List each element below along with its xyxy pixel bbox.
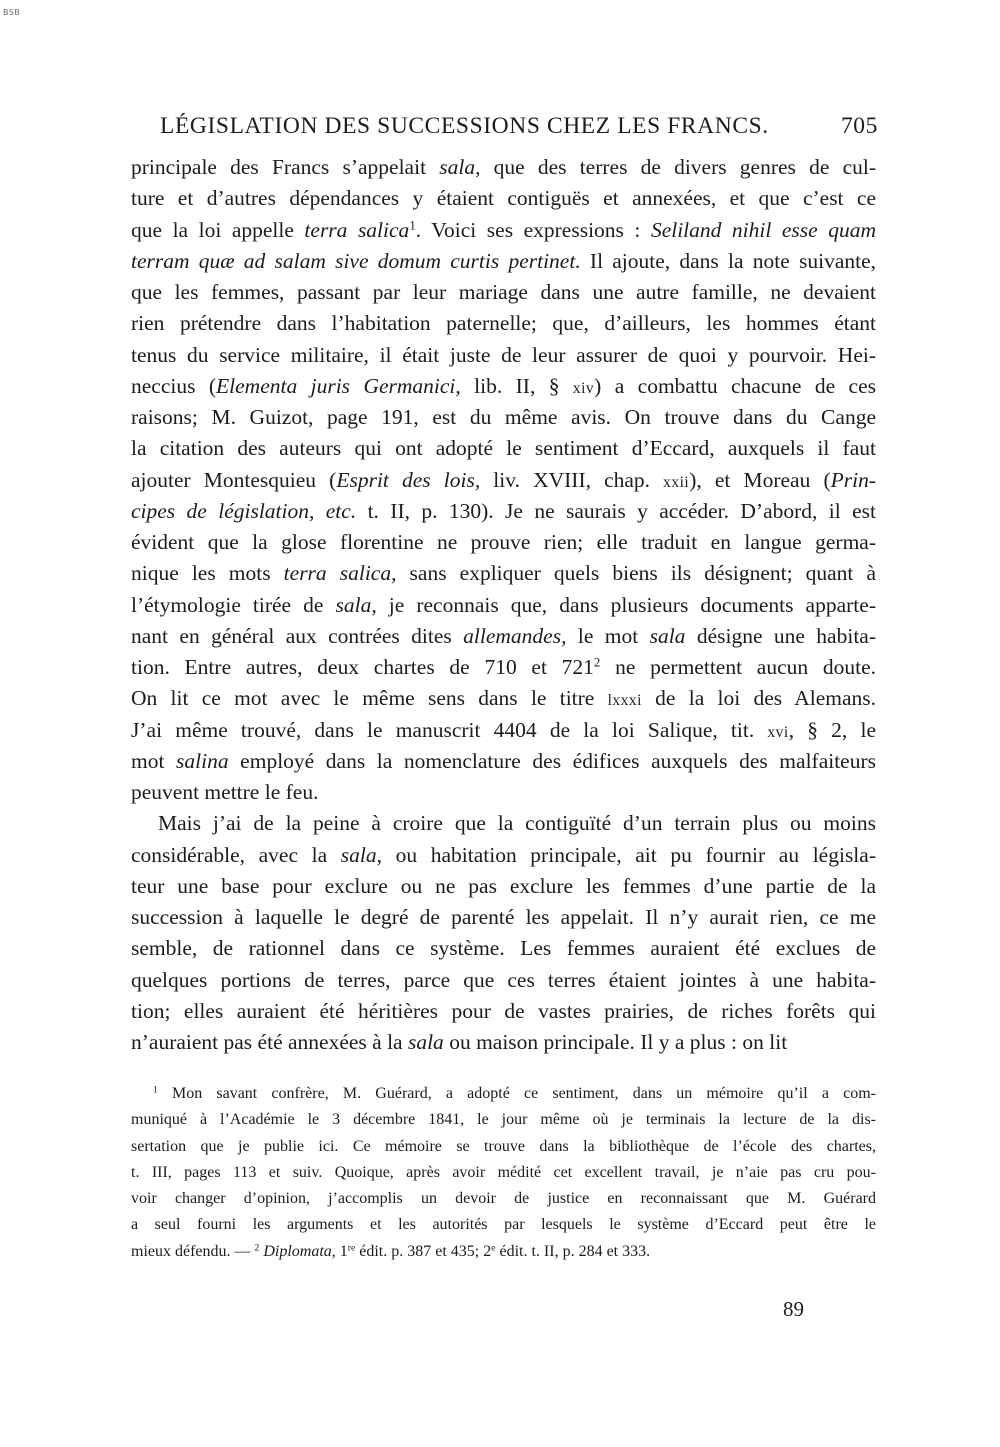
text-run: xvi xyxy=(767,723,789,741)
text-run: édit. t. II, p. 284 et 333. xyxy=(495,1242,651,1260)
text-run: l’étymologie tirée de xyxy=(131,592,336,617)
text-run: employé dans la nomenclature des édifices auxquels des malfaiteurs xyxy=(228,748,877,773)
text-run: mieux défendu. — xyxy=(131,1242,255,1260)
body-line xyxy=(131,933,876,964)
body-line xyxy=(131,183,876,214)
body-line xyxy=(131,746,876,777)
italic-run: sala xyxy=(340,842,377,867)
italic-run: sala xyxy=(439,155,476,179)
italic-run: cipes de législation, etc. xyxy=(131,498,357,523)
body-line xyxy=(131,652,876,683)
text-run: succession à laquelle le degré de parenté les appelait. Il n’y aurait rien, ce me xyxy=(131,905,876,929)
text-run: tenus du service militaire, il était juste de leur assurer de quoi y pourvoir. Hei- xyxy=(131,342,876,367)
text-run: quelques portions de terres, parce que ces terres étaient jointes à une habita- xyxy=(131,967,876,992)
library-stamp: BSB xyxy=(3,8,21,17)
body-text xyxy=(131,152,876,1058)
italic-run: sala xyxy=(407,1030,444,1054)
page-number: 705 xyxy=(840,113,878,139)
body-line xyxy=(131,152,876,183)
text-run: Il ajoute, dans la note suivante, xyxy=(580,248,877,273)
footnote-line xyxy=(131,1160,876,1186)
footnote-marker: 2 xyxy=(254,1242,260,1254)
text-run: raisons; M. Guizot, page 191, est du même avis. On trouve dans du Cange xyxy=(131,405,876,429)
text-run: lxxxi xyxy=(607,692,642,710)
footnotes xyxy=(131,1081,876,1265)
body-line xyxy=(131,465,876,496)
text-run: neccius ( xyxy=(131,373,217,398)
italic-run: terra salica xyxy=(304,217,410,242)
text-run: Mon savant confrère, M. Guérard, a adopté ce sentiment, dans un mémoire qu’il a com- xyxy=(157,1085,876,1102)
italic-run: salina xyxy=(176,748,229,773)
text-run: . Voici ses expressions : xyxy=(415,217,651,242)
text-run: n’auraient pas été annexées à la xyxy=(131,1030,408,1054)
text-run: t. II, p. 130). Je ne saurais y accéder. D’abord, il est xyxy=(356,498,877,523)
body-line xyxy=(131,215,876,246)
footnote-line xyxy=(131,1081,876,1107)
text-run: , ou habitation principale, ait pu fournir au législa- xyxy=(376,842,876,867)
body-line xyxy=(131,777,876,808)
italic-run: sala xyxy=(649,623,686,648)
text-run: que les femmes, passant par leur mariage dans une autre famille, ne devaient xyxy=(131,280,876,304)
text-run: principale des Francs s’appelait xyxy=(131,155,440,179)
text-run: édit. p. 387 et 435; 2 xyxy=(355,1242,492,1260)
text-run: évident que la glose florentine ne prouve rien; elle traduit en langue germa- xyxy=(131,530,876,554)
text-run: sertation que je publie ici. Ce mémoire se trouve dans la bibliothèque de l’école des chartes, xyxy=(131,1137,876,1155)
text-run: semble, de rationnel dans ce système. Les femmes auraient été exclues de xyxy=(131,936,876,961)
text-run: désigne une habita- xyxy=(685,623,876,648)
footnote-line xyxy=(131,1239,876,1265)
text-run: xiv xyxy=(572,379,595,397)
body-line xyxy=(131,496,876,527)
text-run: considérable, avec la xyxy=(131,842,341,867)
italic-run: Elementa juris Germanici xyxy=(216,373,456,398)
footnote-marker: re xyxy=(347,1242,356,1254)
body-line xyxy=(131,371,876,402)
text-run: 1 xyxy=(335,1242,348,1260)
body-line xyxy=(131,871,876,902)
italic-run: terram quæ ad salam sive domum curtis pertinet. xyxy=(131,248,581,273)
text-run: muniqué à l’Académie le 3 décembre 1841, le jour même où je terminais la lecture de la dis- xyxy=(131,1111,876,1129)
text-run: J’ai même trouvé, dans le manuscrit 4404 de la loi Salique, tit. xyxy=(131,717,768,742)
body-line xyxy=(131,340,876,371)
body-line xyxy=(131,840,876,871)
body-line xyxy=(131,527,876,558)
folio-number: 89 xyxy=(783,1297,804,1321)
text-run: la citation des auteurs qui ont adopté le sentiment d’Eccard, auxquels il faut xyxy=(131,436,876,461)
text-run: , liv. XVIII, chap. xyxy=(474,467,664,492)
text-run: mot xyxy=(131,748,177,773)
footnote-line xyxy=(131,1134,876,1160)
text-run: , lib. II, § xyxy=(455,373,573,398)
text-run: voir changer d’opinion, j’accomplis un devoir de justice en reconnaissant que M. Guérard xyxy=(131,1190,876,1208)
body-line xyxy=(131,308,876,339)
text-run: rien prétendre dans l’habitation paternelle; que, d’ailleurs, les hommes étant xyxy=(131,311,876,336)
body-line xyxy=(131,621,876,652)
text-run: a seul fourni les arguments et les autorités par lesquels le système d’Eccard peut être le xyxy=(131,1216,876,1234)
footnote-line xyxy=(131,1107,876,1133)
italic-run: Esprit des lois xyxy=(336,467,475,492)
text-run: , § 2, le xyxy=(788,717,876,742)
body-line xyxy=(131,433,876,464)
text-run: t. III, pages 113 et suiv. Quoique, après avoir médité cet excellent travail, je n’aie pas cru pou- xyxy=(131,1163,876,1181)
text-run: le mot xyxy=(566,623,650,648)
body-line xyxy=(131,683,876,714)
text-run: je reconnais que, dans plusieurs documents apparte- xyxy=(376,592,876,617)
italic-run: Seliland nihil esse quam xyxy=(650,217,876,242)
text-run: tion; elles auraient été héritières pour de vastes prairies, de riches forêts qui xyxy=(131,998,876,1023)
footnote-marker: 2 xyxy=(593,655,601,670)
text-run: ) a combattu chacune de ces xyxy=(594,373,876,398)
text-run: ou maison principale. Il y a plus : on lit xyxy=(443,1030,788,1054)
body-line xyxy=(131,590,876,621)
footnote-line xyxy=(131,1212,876,1238)
text-run: de la loi des Alemans. xyxy=(641,686,877,711)
text-run: nant en général aux contrées dites xyxy=(131,623,464,648)
running-head xyxy=(160,113,878,140)
body-line xyxy=(131,808,876,839)
italic-run: allemandes, xyxy=(463,623,567,648)
footnote-line xyxy=(131,1186,876,1212)
italic-run: sala, xyxy=(335,592,377,617)
body-line xyxy=(131,1027,876,1058)
text-run: que la loi appelle xyxy=(131,217,305,242)
text-run: nique les mots xyxy=(131,561,284,586)
body-line xyxy=(131,965,876,996)
text-run: peuvent mettre le feu. xyxy=(131,780,319,804)
body-line xyxy=(131,558,876,589)
body-line xyxy=(131,996,876,1027)
text-run: ), et Moreau ( xyxy=(689,467,831,492)
body-line xyxy=(131,902,876,933)
footnote-marker: e xyxy=(491,1242,496,1254)
text-run: xxii xyxy=(663,473,690,491)
text-run: tion. Entre autres, deux chartes de 710 et 721 xyxy=(131,655,594,679)
body-line xyxy=(131,402,876,433)
text-run: sans expliquer quels biens ils désignent; quant à xyxy=(396,561,877,586)
text-run: , que des terres de divers genres de cul- xyxy=(475,155,876,179)
italic-run: terra salica, xyxy=(283,561,397,586)
footnote-marker: 1 xyxy=(409,217,416,232)
italic-run: Diplomata, xyxy=(263,1242,336,1260)
text-run: ne permettent aucun doute. xyxy=(600,655,876,679)
running-head-title: LÉGISLATION DES SUCCESSIONS CHEZ LES FRANCS. xyxy=(160,113,769,139)
text-run: ture et d’autres dépendances y étaient contiguës et annexées, et que c’est ce xyxy=(131,186,876,211)
body-line xyxy=(131,246,876,277)
footnote-marker: 1 xyxy=(153,1084,158,1096)
text-run: ajouter Montesquieu ( xyxy=(131,467,337,492)
body-line xyxy=(131,277,876,308)
italic-run: Prin- xyxy=(830,467,877,492)
text-run: On lit ce mot avec le même sens dans le titre xyxy=(131,686,608,711)
text-run: teur une base pour exclure ou ne pas exclure les femmes d’une partie de la xyxy=(131,873,876,898)
text-run: Mais j’ai de la peine à croire que la contiguïté d’un terrain plus ou moins xyxy=(158,811,876,836)
body-line xyxy=(131,715,876,746)
